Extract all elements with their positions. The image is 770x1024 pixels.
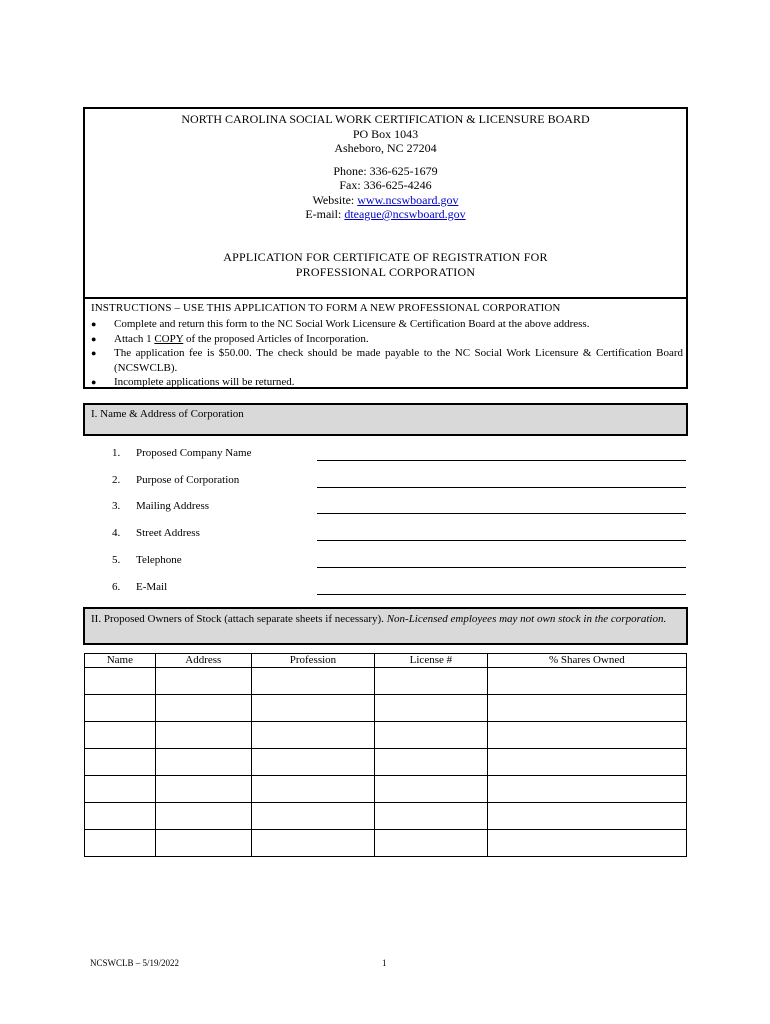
instructions-title: INSTRUCTIONS – USE THIS APPLICATION TO FORM A NEW PROFESSIONAL CORPORATION: [91, 302, 561, 314]
footer-doc-id: NCSWCLB – 5/19/2022: [90, 958, 180, 968]
table-row: [85, 668, 687, 695]
city-state-zip: Asheboro, NC 27204: [334, 141, 437, 155]
table-row: [85, 695, 687, 722]
email-link[interactable]: dteague@ncswboard.gov: [344, 207, 466, 221]
table-row: [85, 803, 687, 830]
email-line: [85, 207, 686, 222]
phone: Phone: 336-625-1679: [333, 163, 438, 178]
instruction-item: ● Complete and return this form to the NC Social Work Licensure & Certification Board at the above address.: [91, 318, 590, 330]
website-line: [85, 193, 686, 208]
field-email: 6. E-Mail: [112, 581, 686, 601]
table-cell[interactable]: [155, 803, 251, 830]
table-cell[interactable]: [85, 749, 156, 776]
table-cell[interactable]: [487, 722, 686, 749]
company-name-input-line[interactable]: [317, 460, 686, 461]
table-cell[interactable]: [85, 803, 156, 830]
table-cell[interactable]: [487, 695, 686, 722]
website-label: Website:: [312, 192, 355, 207]
instruction-item: ● Incomplete applications will be returned.: [91, 376, 295, 388]
table-cell[interactable]: [155, 830, 251, 857]
column-header-license: License #: [375, 654, 488, 668]
table-cell[interactable]: [251, 776, 374, 803]
field-label: Proposed Company Name: [136, 447, 252, 459]
table-header-row: [85, 654, 687, 668]
table-cell[interactable]: [155, 695, 251, 722]
table-cell[interactable]: [487, 803, 686, 830]
instructions-box: [83, 297, 688, 389]
email-input-line[interactable]: [317, 594, 686, 595]
table-cell[interactable]: [85, 722, 156, 749]
table-cell[interactable]: [375, 803, 488, 830]
org-name: NORTH CAROLINA SOCIAL WORK CERTIFICATION & LICENSURE BOARD: [181, 112, 590, 126]
po-box: PO Box 1043: [352, 126, 419, 141]
field-telephone: 5. Telephone: [112, 554, 686, 574]
table-row: [85, 776, 687, 803]
table-cell[interactable]: [85, 668, 156, 695]
table-cell[interactable]: [251, 668, 374, 695]
section-1-header: [83, 403, 688, 436]
field-label: Telephone: [136, 554, 182, 566]
instructions-list: [91, 317, 683, 390]
table-cell[interactable]: [487, 749, 686, 776]
table-cell[interactable]: [375, 722, 488, 749]
table-cell[interactable]: [375, 749, 488, 776]
field-purpose-of-corporation: 2. Purpose of Corporation: [112, 474, 686, 494]
field-mailing-address: 3. Mailing Address: [112, 500, 686, 520]
table-cell[interactable]: [155, 776, 251, 803]
table-cell[interactable]: [375, 776, 488, 803]
website-link[interactable]: www.ncswboard.gov: [357, 192, 459, 207]
purpose-input-line[interactable]: [317, 487, 686, 488]
fax: Fax: 336-625-4246: [339, 178, 432, 192]
application-title-line1: APPLICATION FOR CERTIFICATE OF REGISTRATION FOR: [223, 249, 548, 264]
table-cell[interactable]: [155, 722, 251, 749]
table-cell[interactable]: [85, 776, 156, 803]
bullet-icon: ●: [91, 333, 97, 344]
bullet-icon: ●: [91, 348, 97, 358]
table-cell[interactable]: [375, 695, 488, 722]
table-cell[interactable]: [375, 830, 488, 857]
table-cell[interactable]: [487, 668, 686, 695]
board-header: [83, 107, 688, 298]
column-header-address: Address: [155, 654, 251, 668]
email-label: E-mail:: [305, 207, 342, 221]
section-2-header: [83, 607, 688, 645]
instruction-item: ● Attach 1 COPY of the proposed Articles of Incorporation.: [91, 332, 369, 345]
table-cell[interactable]: [375, 668, 488, 695]
table-cell[interactable]: [155, 668, 251, 695]
bullet-icon: ●: [91, 377, 97, 387]
page-number: 1: [382, 958, 387, 968]
street-address-input-line[interactable]: [317, 540, 686, 541]
instruction-item: ● The application fee is $50.00. The check should be made payable to the NC Social Work Licensure & Certification Board (NCSWCLB).: [91, 347, 683, 374]
table-row: [85, 722, 687, 749]
table-cell[interactable]: [487, 776, 686, 803]
column-header-profession: Profession: [251, 654, 374, 668]
table-cell[interactable]: [487, 830, 686, 857]
mailing-address-input-line[interactable]: [317, 513, 686, 514]
column-header-name: Name: [85, 654, 156, 668]
section-2-title: II. Proposed Owners of Stock (attach separate sheets if necessary). Non-Licensed employees may not own stock in the corporation.: [91, 613, 667, 625]
field-label: Purpose of Corporation: [136, 474, 240, 486]
field-street-address: 4. Street Address: [112, 527, 686, 547]
column-header-shares: % Shares Owned: [487, 654, 686, 668]
table-cell[interactable]: [251, 722, 374, 749]
field-proposed-company-name: 1. Proposed Company Name: [112, 447, 686, 467]
table-cell[interactable]: [85, 830, 156, 857]
section-1-title: I. Name & Address of Corporation: [91, 408, 244, 420]
stock-owners-table: [84, 653, 687, 857]
table-cell[interactable]: [251, 830, 374, 857]
table-cell[interactable]: [155, 749, 251, 776]
application-title-line2: PROFESSIONAL CORPORATION: [295, 265, 476, 279]
table-row: [85, 830, 687, 857]
telephone-input-line[interactable]: [317, 567, 686, 568]
table-cell[interactable]: [251, 695, 374, 722]
bullet-icon: ●: [91, 319, 97, 329]
field-label: E-Mail: [136, 581, 168, 593]
table-cell[interactable]: [251, 749, 374, 776]
table-row: [85, 749, 687, 776]
table-cell[interactable]: [251, 803, 374, 830]
field-label: Mailing Address: [136, 500, 210, 512]
field-label: Street Address: [136, 527, 200, 539]
table-cell[interactable]: [85, 695, 156, 722]
